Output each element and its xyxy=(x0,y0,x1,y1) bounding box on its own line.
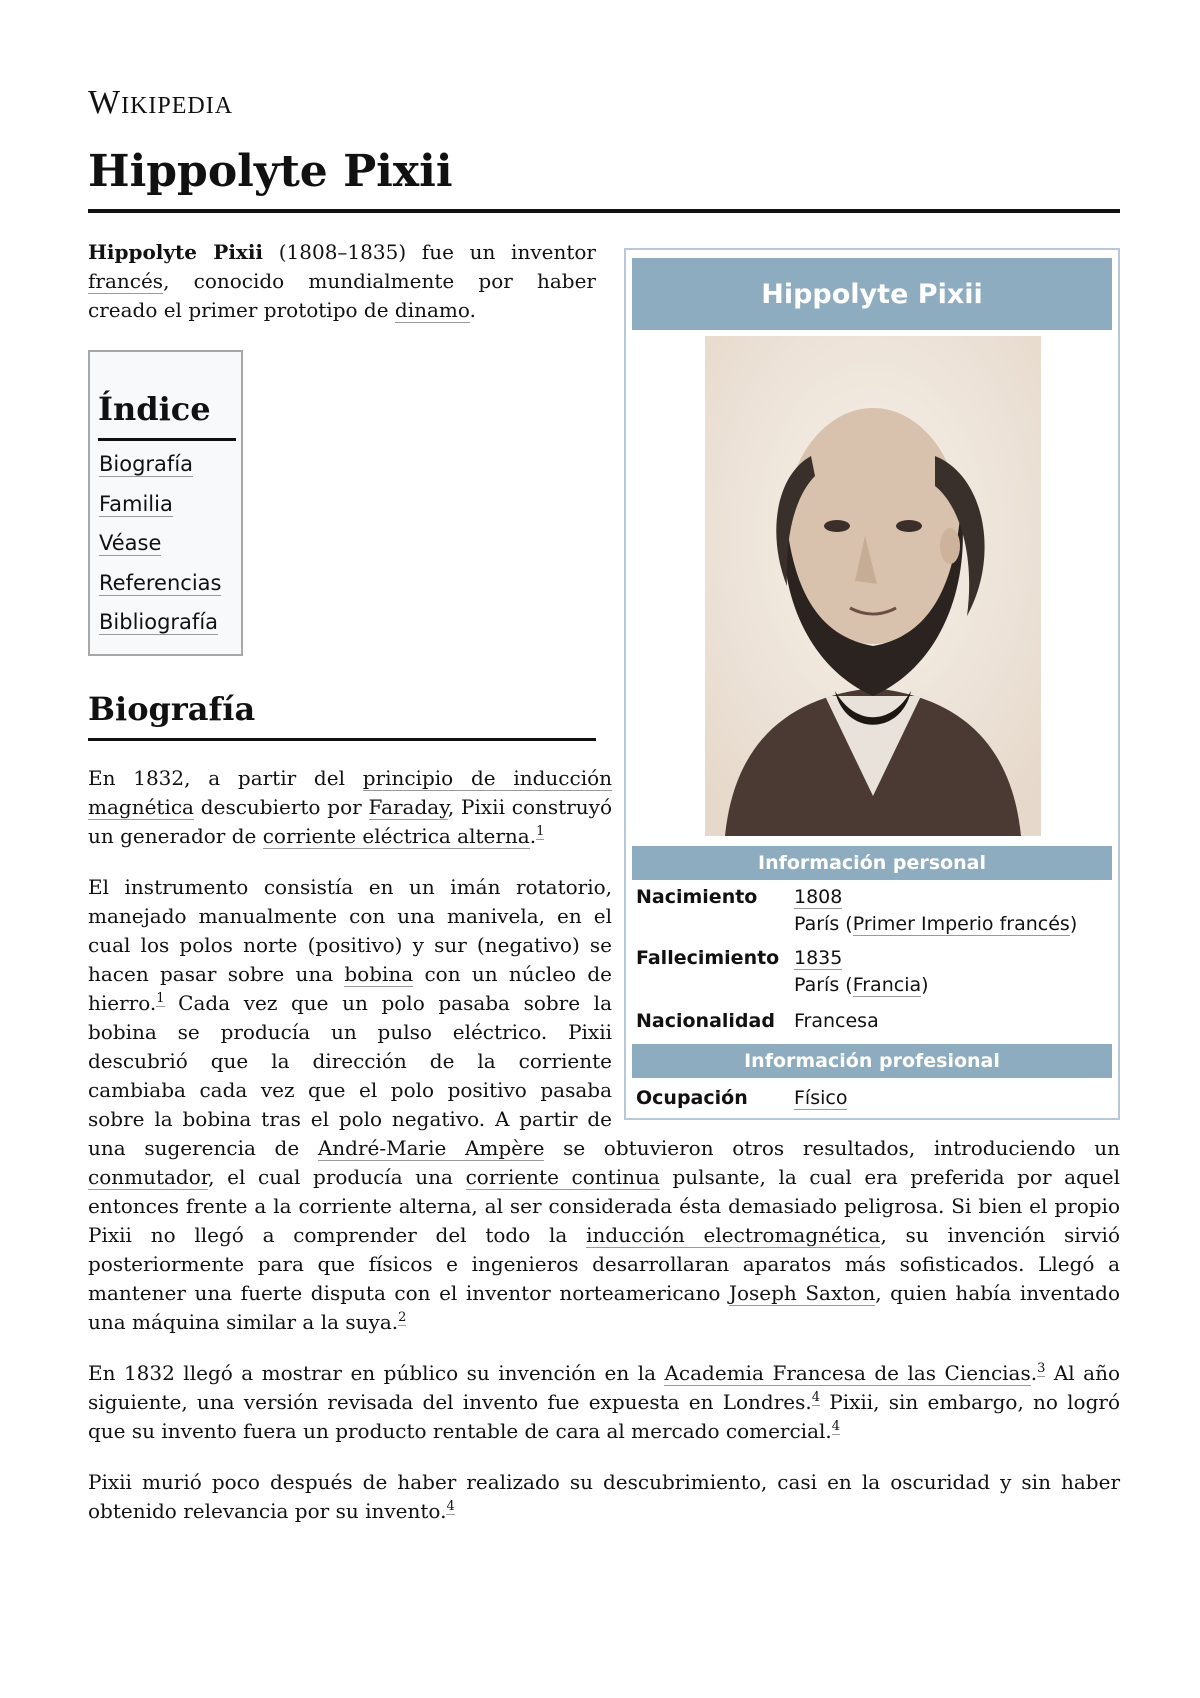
nacimiento-place: París xyxy=(794,913,840,935)
reference-4[interactable]: 4 xyxy=(446,1499,455,1514)
link-conmutador[interactable]: conmutador xyxy=(88,1165,209,1189)
toc-divider xyxy=(98,438,236,441)
link-induccion-electromagnetica[interactable]: inducción electromagnética xyxy=(586,1223,881,1247)
lead-paragraph xyxy=(88,238,596,325)
infobox-title: Hippolyte Pixii xyxy=(632,258,1112,330)
label-ocupacion: Ocupación xyxy=(636,1087,748,1109)
value-nacionalidad: Francesa xyxy=(794,1010,879,1032)
label-fallecimiento: Fallecimiento xyxy=(636,947,780,969)
infobox xyxy=(624,248,1120,1120)
toc-item-referencias[interactable]: Referencias xyxy=(99,570,222,595)
toc-list xyxy=(99,452,221,650)
label-nacionalidad: Nacionalidad xyxy=(636,1010,775,1032)
section-divider xyxy=(88,738,596,741)
toc-item-familia[interactable]: Familia xyxy=(99,491,173,516)
portrait-image-icon xyxy=(705,336,1041,836)
lead-subject-name: Hippolyte Pixii xyxy=(88,240,264,264)
value-nacimiento: 1808 París (Primer Imperio francés) xyxy=(794,886,1078,935)
value-fallecimiento: 1835 París (Francia) xyxy=(794,947,929,996)
link-dinamo[interactable]: dinamo xyxy=(394,298,470,322)
fallecimiento-place: París xyxy=(794,974,840,996)
paragraph-2: El instrumento consistía en un imán rotatorio, manejado manualmente con una manivela, en el cual los polos norte (positivo) y sur (negativo) se hacen pasar sobre una bobina con un núcleo de hierro.$^1$ Cada vez que un polo pasaba sobre la bobina se producía un pulso eléctrico. Pixii descubrió que la dirección de la corriente cambiaba cada vez que el polo positivo pasaba sobre la bobina tras el polo negativo. A partir de una sugerencia de André-Marie Ampère se obtuvieron otros resultados, introduciendo un conmutador, el cual producía una corriente continua pulsante, la cual era preferida por aquel entonces frente a la corriente alterna, al ser considerada ésta demasiado peligrosa. Si bien el propio Pixii no llegó a comprender del todo la inducción electromagnética, su invención sirvió posteriormente para que físicos e ingenieros desarrollaran aparatos más sofisticados. Llegó a mantener una fuerte disputa con el inventor norteamericano Joseph Saxton, quien había inventado una máquina similar a la suya.$^2$ xyxy=(88,875,1121,1334)
reference-2[interactable]: 2 xyxy=(398,1310,407,1325)
table-of-contents xyxy=(88,350,243,656)
link-frances[interactable]: francés xyxy=(88,269,164,293)
reference-1[interactable]: 1 xyxy=(536,824,545,839)
portrait-photo[interactable] xyxy=(705,336,1041,836)
title-divider xyxy=(88,209,1120,213)
link-corriente-alterna[interactable]: corriente eléctrica alterna xyxy=(262,824,530,848)
link-fisico[interactable]: Físico xyxy=(794,1087,848,1109)
wikipedia-logo[interactable]: Wikipedia xyxy=(88,84,234,121)
reference-4[interactable]: 4 xyxy=(811,1390,821,1405)
paragraph-3: En 1832 llegó a mostrar en público su invención en la Academia Francesa de las Ciencias.$^3$ Al año siguiente, una versión revisada del invento fue expuesta en Londres.$^4$ Pixii, sin embargo, no logró que su invento fuera un producto rentable de cara al mercado comercial.$^4$ xyxy=(88,1361,1120,1443)
infobox-band-profesional: Información profesional xyxy=(632,1044,1112,1078)
label-nacimiento: Nacimiento xyxy=(636,886,758,908)
lead-text: . xyxy=(469,298,476,322)
infobox-band-personal: Información personal xyxy=(632,846,1112,880)
value-ocupacion xyxy=(794,1085,847,1112)
page-title: Hippolyte Pixii xyxy=(88,146,453,197)
reference-4[interactable]: 4 xyxy=(831,1419,841,1434)
link-francia[interactable]: Francia xyxy=(852,974,922,996)
link-joseph-saxton[interactable]: Joseph Saxton xyxy=(728,1281,876,1305)
link-primer-imperio[interactable]: Primer Imperio francés xyxy=(852,913,1070,935)
toc-item-biografia[interactable]: Biografía xyxy=(99,452,194,476)
toc-title: Índice xyxy=(98,390,211,428)
link-nacimiento-year[interactable]: 1808 xyxy=(794,886,843,908)
lead-text: (1808–1835) fue un inventor xyxy=(263,240,596,264)
link-bobina[interactable]: bobina xyxy=(344,962,414,986)
section-heading-biografia: Biografía xyxy=(88,690,256,728)
reference-1[interactable]: 1 xyxy=(156,991,165,1006)
link-faraday[interactable]: Faraday xyxy=(368,795,448,819)
lead-text: , conocido mundialmente por haber creado el primer prototipo de xyxy=(88,269,596,322)
reference-3[interactable]: 3 xyxy=(1037,1361,1046,1376)
link-ampere[interactable]: André-Marie Ampère xyxy=(317,1136,545,1160)
link-academia-ciencias[interactable]: Academia Francesa de las Ciencias xyxy=(664,1361,1031,1385)
toc-item-vease[interactable]: Véase xyxy=(99,531,162,555)
paragraph-4: Pixii murió poco después de haber realizado su descubrimiento, casi en la oscuridad y sin haber obtenido relevancia por su invento.$^4$ xyxy=(88,1470,1120,1523)
link-fallecimiento-year[interactable]: 1835 xyxy=(794,947,843,969)
link-principio-induccion[interactable]: principio de inducción magnética xyxy=(88,766,613,819)
paragraph-1: En 1832, a partir del principio de inducción magnética descubierto por Faraday, Pixii construyó un generador de corriente eléctrica alterna.$^1$ xyxy=(88,766,613,848)
toc-item-bibliografia[interactable]: Bibliografía xyxy=(99,610,219,634)
link-corriente-continua[interactable]: corriente continua xyxy=(465,1165,660,1189)
